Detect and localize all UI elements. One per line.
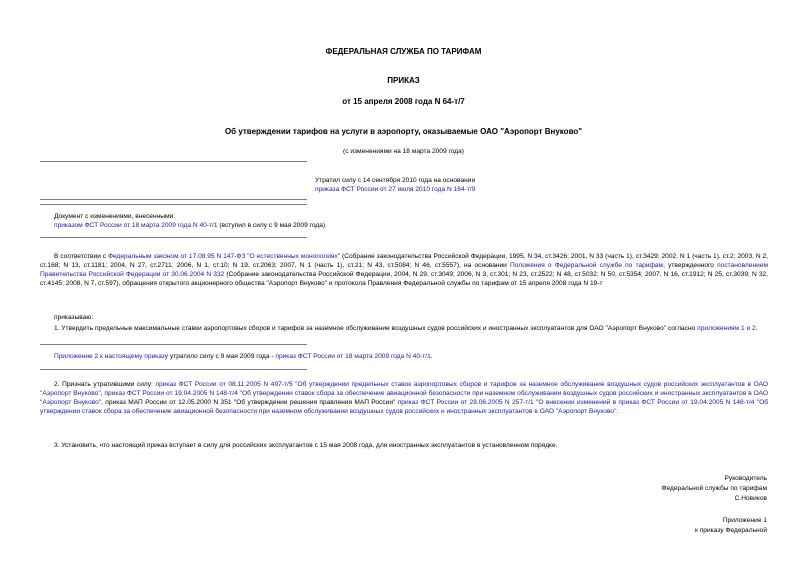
signature-name: С.Новиков bbox=[734, 495, 767, 502]
preamble-text: (Собрание законодательства Российской Федерации, 1995, N 34, ст.3426; 2001, N 33 (часть 1), ст.3429; 2002, N 1 (часть 1), ст.2; 2003, N 2, ст.168; N 13, ст.1181; 2004, N 27, ст.2711; 2006, N 1, ст.10; N 19, ст.2063; 2007, N 1 (часть 1), ст.21; N 43, ст.5084; N 46, ст.5557), на основании bbox=[40, 253, 768, 269]
changes-link[interactable]: приказом ФСТ России от 18 марта 2009 года N 40-т/1 bbox=[54, 222, 218, 229]
preamble-text: (Собрание законодательства Российской Федерации, 2004, N 29, ст.3049; 2006, N 3, ст.301; N 23, ст.2522; N 48, ст.5032; N 50, ст.5354; 2007, N 16, ст.1912; N 25, ст.3039; N 32, ст.4145; 2008, N 7, ст.597), обращения открытого акционерного общества "Аэропорт Внуково" и протокола Правления Федеральной службы по тарифам от 15 апреля 2008 года N 19-т bbox=[40, 271, 769, 287]
appendix-note-tail: . bbox=[430, 353, 433, 360]
order-148-link[interactable]: приказ ФСТ России от 19.04.2005 N 148-т/4 "Об утверждении ставок сбора за обеспечение авиационной безопасности при наземном обслуживании воздушных судов российских и иностранных эксплуатантов в ОАО "Аэропорт Внуково" bbox=[40, 390, 769, 406]
item-1-tail: . bbox=[755, 325, 758, 332]
changes-tail: (вступил в силу с 9 мая 2009 года). bbox=[217, 222, 327, 229]
separator-line bbox=[40, 344, 307, 345]
order-257-link[interactable]: приказ ФСТ России от 28.06.2005 N 257-т/1 "О внесении изменений в приказ ФСТ России от 19.04.2005 N 148-т/4 "Об утверждении ставок сбора за обеспечение авиационной безопасности при наземном обслуживании воздушных судов российских и иностранных эксплуатантов в ОАО "Аэропорт Внуково" bbox=[40, 399, 769, 415]
doc-title: Об утверждении тарифов на услуги в аэропорту, оказываемые ОАО "Аэропорт Внуково" bbox=[224, 127, 583, 136]
item-2-text: , bbox=[100, 390, 105, 397]
separator-line bbox=[40, 161, 307, 162]
signature-block bbox=[662, 474, 768, 504]
validity-text: Утратил силу с 14 сентября 2010 года на основании bbox=[315, 177, 476, 184]
separator-line bbox=[40, 369, 307, 370]
appendix-note bbox=[54, 352, 433, 361]
order-497-link[interactable]: приказ ФСТ России от 08.11.2005 N 497-т/5 "Об утверждении предельных ставок аэропортовых сборов и тарифов за наземное обслуживание воздушных судов российских эксплуатантов в ОАО "Аэропорт Внуково" bbox=[40, 381, 769, 397]
regulation-link[interactable]: Положения о Федеральной службе по тарифам bbox=[510, 262, 664, 269]
appendix-title: Приложение 1 bbox=[722, 517, 767, 524]
item-2-tail: . bbox=[616, 408, 619, 415]
preamble-text: , утвержденного bbox=[663, 262, 718, 269]
item-1 bbox=[40, 324, 768, 333]
federal-law-link[interactable]: Федеральным законом от 17.08.95 N 147-ФЗ "О естественных монополиях" bbox=[107, 253, 341, 260]
preamble-text: В соответствии с bbox=[54, 253, 108, 260]
government-decree-link[interactable]: постановлением Правительства Российской Федерации от 30.06.2004 N 332 bbox=[40, 262, 768, 278]
agency-name: ФЕДЕРАЛЬНАЯ СЛУЖБА ПО ТАРИФАМ bbox=[325, 47, 482, 56]
changes-text: Документ с изменениями, внесенными: bbox=[54, 213, 176, 220]
signature-position: Руководитель bbox=[724, 475, 767, 482]
validity-block bbox=[315, 176, 475, 194]
separator-line bbox=[40, 237, 307, 238]
validity-link[interactable]: приказа ФСТ России от 27 июля 2010 года N 164-т/9 bbox=[315, 186, 476, 193]
appendix-note-text: утратило силу с 9 мая 2009 года - bbox=[168, 353, 276, 360]
repeal-order-link[interactable]: приказ ФСТ России от 18 марта 2009 года N 40-т/1 bbox=[275, 353, 431, 360]
separator-line bbox=[40, 199, 307, 200]
item-1-text: 1. Утвердить предельные максимальные ставки аэропортовых сборов и тарифов за наземное обслуживание воздушных судов российских и иностранных эксплуатантов для ОАО "Аэропорт Внуково" согласно bbox=[54, 325, 698, 332]
item-2-text: 2. Признать утратившими силу: bbox=[54, 381, 156, 388]
separator-line bbox=[40, 204, 307, 205]
doc-type: ПРИКАЗ bbox=[387, 76, 420, 85]
item-2-text: , приказ МАП России от 12.05.2000 N 351 "Об утверждении решения правления МАП России" bbox=[101, 399, 398, 406]
signature-organization: Федеральной службы по тарифам bbox=[661, 485, 767, 492]
appendix-reference: к приказу Федеральной bbox=[695, 527, 767, 534]
appendices-link[interactable]: приложениям 1 и 2 bbox=[697, 325, 756, 332]
preamble-paragraph bbox=[40, 252, 768, 288]
order-word: приказываю: bbox=[54, 314, 94, 321]
item-2 bbox=[40, 380, 768, 416]
changes-block bbox=[54, 212, 554, 230]
amendment-note: (с изменениями на 18 марта 2009 года) bbox=[343, 148, 464, 155]
appendix-heading bbox=[695, 516, 767, 536]
item-3: 3. Установить, что настоящий приказ вступает в силу для российских эксплуатантов с 15 мая 2008 года, для иностранных эксплуатантов в установленном порядке. bbox=[54, 442, 558, 449]
appendix-2-link[interactable]: Приложение 2 к настоящему приказу bbox=[54, 353, 169, 360]
doc-date: от 15 апреля 2008 года N 64-т/7 bbox=[342, 97, 465, 106]
